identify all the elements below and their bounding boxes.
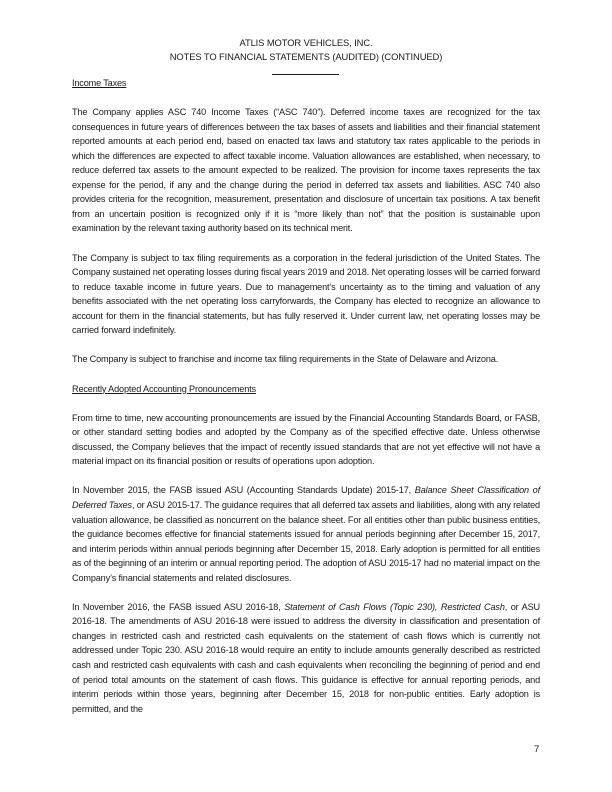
paragraph-asu-2016-18 (72, 600, 540, 716)
document-title: NOTES TO FINANCIAL STATEMENTS (AUDITED) (CONTINUED) (169, 51, 443, 62)
header-divider (272, 74, 339, 75)
asu-2015-17-title: Balance Sheet Classification of Deferred Taxes (72, 485, 540, 510)
paragraph-asu-2015-17 (72, 483, 540, 585)
asu-2015-17-text-pre: In November 2015, the FASB issued ASU (Accounting Standards Update) 2015-17, (72, 485, 415, 496)
page-header (0, 36, 612, 64)
section-heading-pronouncements: Recently Adopted Accounting Pronouncements (72, 383, 256, 394)
asu-2016-18-text-pre: In November 2016, the FASB issued ASU 2016-18, (72, 601, 285, 612)
paragraph-pronouncements-intro: From time to time, new accounting pronouncements are issued by the Financial Accounting Standards Board, or FASB, or other standard setting bodies and adopted by the Company as of the specified effective date. Unless otherwise discussed, the Company believes that the impact of recently issued standards that are not yet effective will not have a material impact on its financial position or results of operations upon adoption. (72, 412, 540, 467)
paragraph-asc740: The Company applies ASC 740 Income Taxes (“ASC 740”). Deferred income taxes are recognized for the tax consequences in future years of differences between the tax bases of assets and liabilities and their financial statement reported amounts at each period end, based on enacted tax laws and statutory tax rates applicable to the periods in which the differences are expected to affect taxable income. Valuation allowances are established, when necessary, to reduce deferred tax assets to the amount expected to be realized. The provision for income taxes represents the tax expense for the period, if any and the change during the period in deferred tax assets and liabilities. ASC 740 also provides criteria for the recognition, measurement, presentation and disclosure of uncertain tax positions. A tax benefit from an uncertain position is recognized only if it is “more likely than not” that the position is sustainable upon examination by the relevant taxing authority based on its technical merit. (72, 107, 540, 234)
asu-2015-17-text-post: , or ASU 2015-17. The guidance requires that all deferred tax assets and liabilities, along with any related valuation allowance, be classified as noncurrent on the balance sheet. For all entities other than public business entities, the guidance becomes effective for financial statements issued for annual periods beginning after December 15, 2017, and interim periods within annual periods beginning after December 15, 2018. Early adoption is permitted for all entities as of the beginning of an interim or annual reporting period. The adoption of ASU 2015-17 had no material impact on the Company’s financial statements and related disclosures. (72, 499, 540, 583)
paragraph-state-tax: The Company is subject to franchise and income tax filing requirements in the State of Delaware and Arizona. (72, 354, 499, 365)
paragraph-federal-tax: The Company is subject to tax filing requirements as a corporation in the federal jurisdiction of the United States. The Company sustained net operating losses during fiscal years 2019 and 2018. Net operating losses will be carried forward to reduce taxable income in future years. Due to management’s uncertainty as to the timing and valuation of any benefits associated with the net operating loss carryforwards, the Company has elected to recognize an allowance to account for them in the financial statements, but has fully reserved it. Under current law, net operating losses may be carried forward indefinitely. (72, 252, 540, 336)
page-body (72, 76, 540, 731)
section-heading-income-taxes: Income Taxes (72, 78, 127, 88)
company-name: ATLIS MOTOR VEHICLES, INC. (239, 37, 373, 48)
asu-2016-18-text-post: , or ASU 2016-18. The amendments of ASU 2016-18 were issued to address the diversity in classification and presentation of changes in restricted cash and restricted cash equivalents on the statement of cash flows which is currently not addressed under Topic 230. ASU 2016-18 would require an entity to include amounts generally described as restricted cash and restricted cash equivalents with cash and cash equivalents when reconciling the beginning of period and end of period total amounts on the statement of cash flows. This guidance is effective for annual reporting periods, and interim periods within those years, beginning after December 15, 2018 for non-public entities. Early adoption is permitted, and the (72, 601, 540, 714)
asu-2016-18-title: Statement of Cash Flows (Topic 230), Restricted Cash (284, 601, 505, 612)
page-number: 7 (534, 744, 540, 755)
